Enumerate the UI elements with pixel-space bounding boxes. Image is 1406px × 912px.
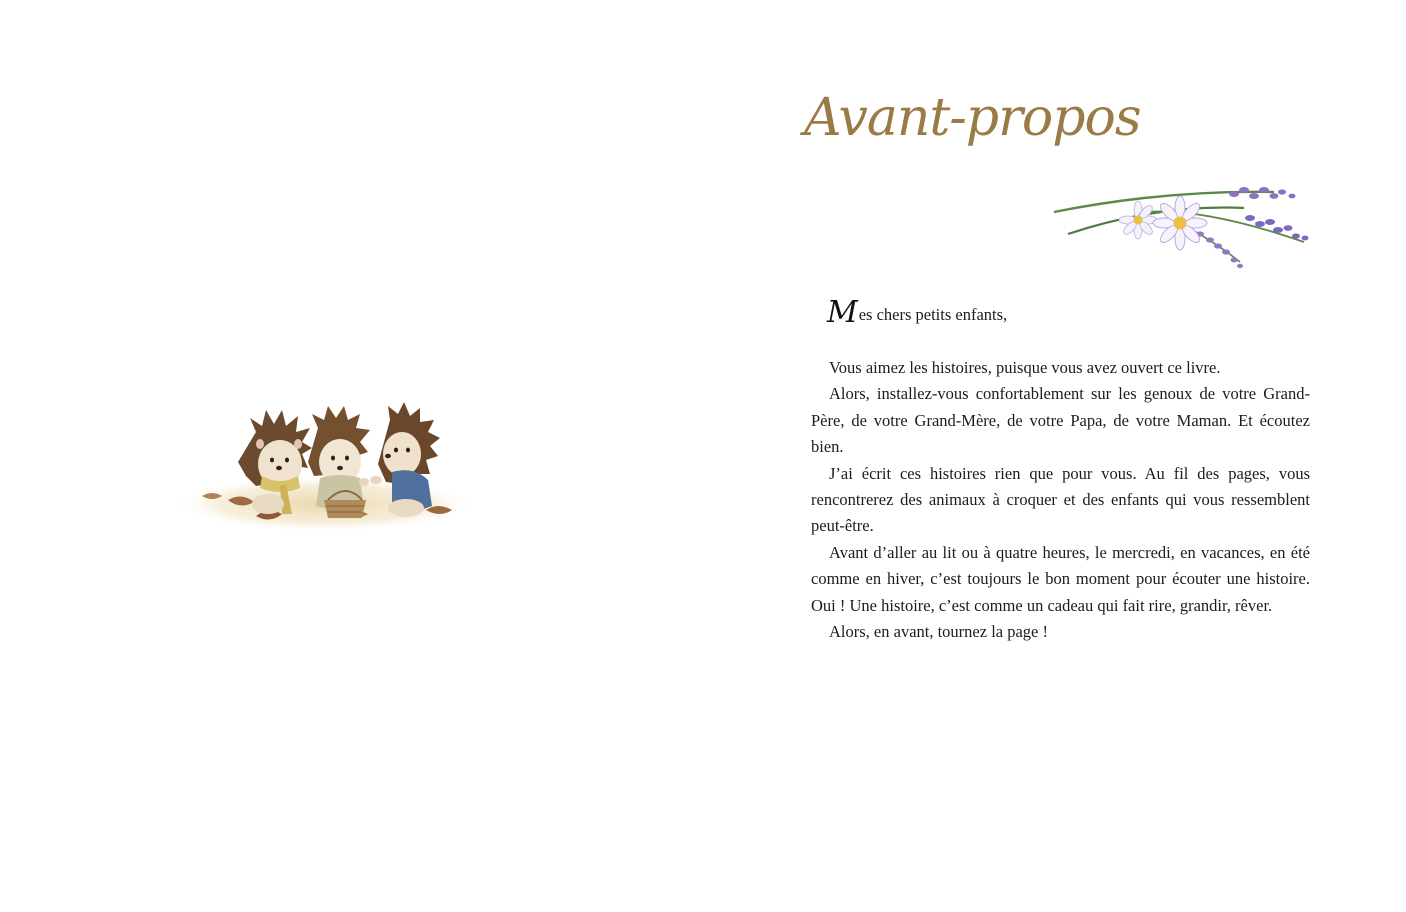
daisy-small <box>1119 201 1157 239</box>
greeting-text: es chers petits enfants, <box>858 305 1008 324</box>
greeting-line <box>827 292 1310 328</box>
paragraph: J’ai écrit ces histoires rien que pour vous. Au fil des pages, vous rencontrerez des animaux à croquer et des enfants qui vous ressemblent peut-être. <box>811 463 1310 536</box>
hedgehogs-illustration <box>168 392 480 552</box>
paragraph: Alors, en avant, tournez la page ! <box>829 622 1048 642</box>
lavender-daisy-illustration <box>1050 182 1316 278</box>
paragraph: Vous aimez les histoires, puisque vous avez ouvert ce livre. <box>829 358 1221 377</box>
paragraph: Avant d’aller au lit ou à quatre heures, le mercredi, en vacances, en été comme en hiver, c’est toujours le bon moment pour écouter une histoire. Oui ! Une histoire, c’est comme un cadeau qui fait rire, grandir, rêver. <box>811 542 1310 615</box>
hedgehog-middle <box>308 406 370 518</box>
page-title: Avant-propos <box>804 88 1141 148</box>
daisy-large <box>1153 196 1207 250</box>
drop-cap: M <box>827 295 858 330</box>
paragraph: Alors, installez-vous confortablement sur les genoux de votre Grand-Père, de votre Grand-Mère, de votre Papa, de votre Maman. Et écoutez bien. <box>811 384 1310 457</box>
letter-body <box>811 292 1310 645</box>
